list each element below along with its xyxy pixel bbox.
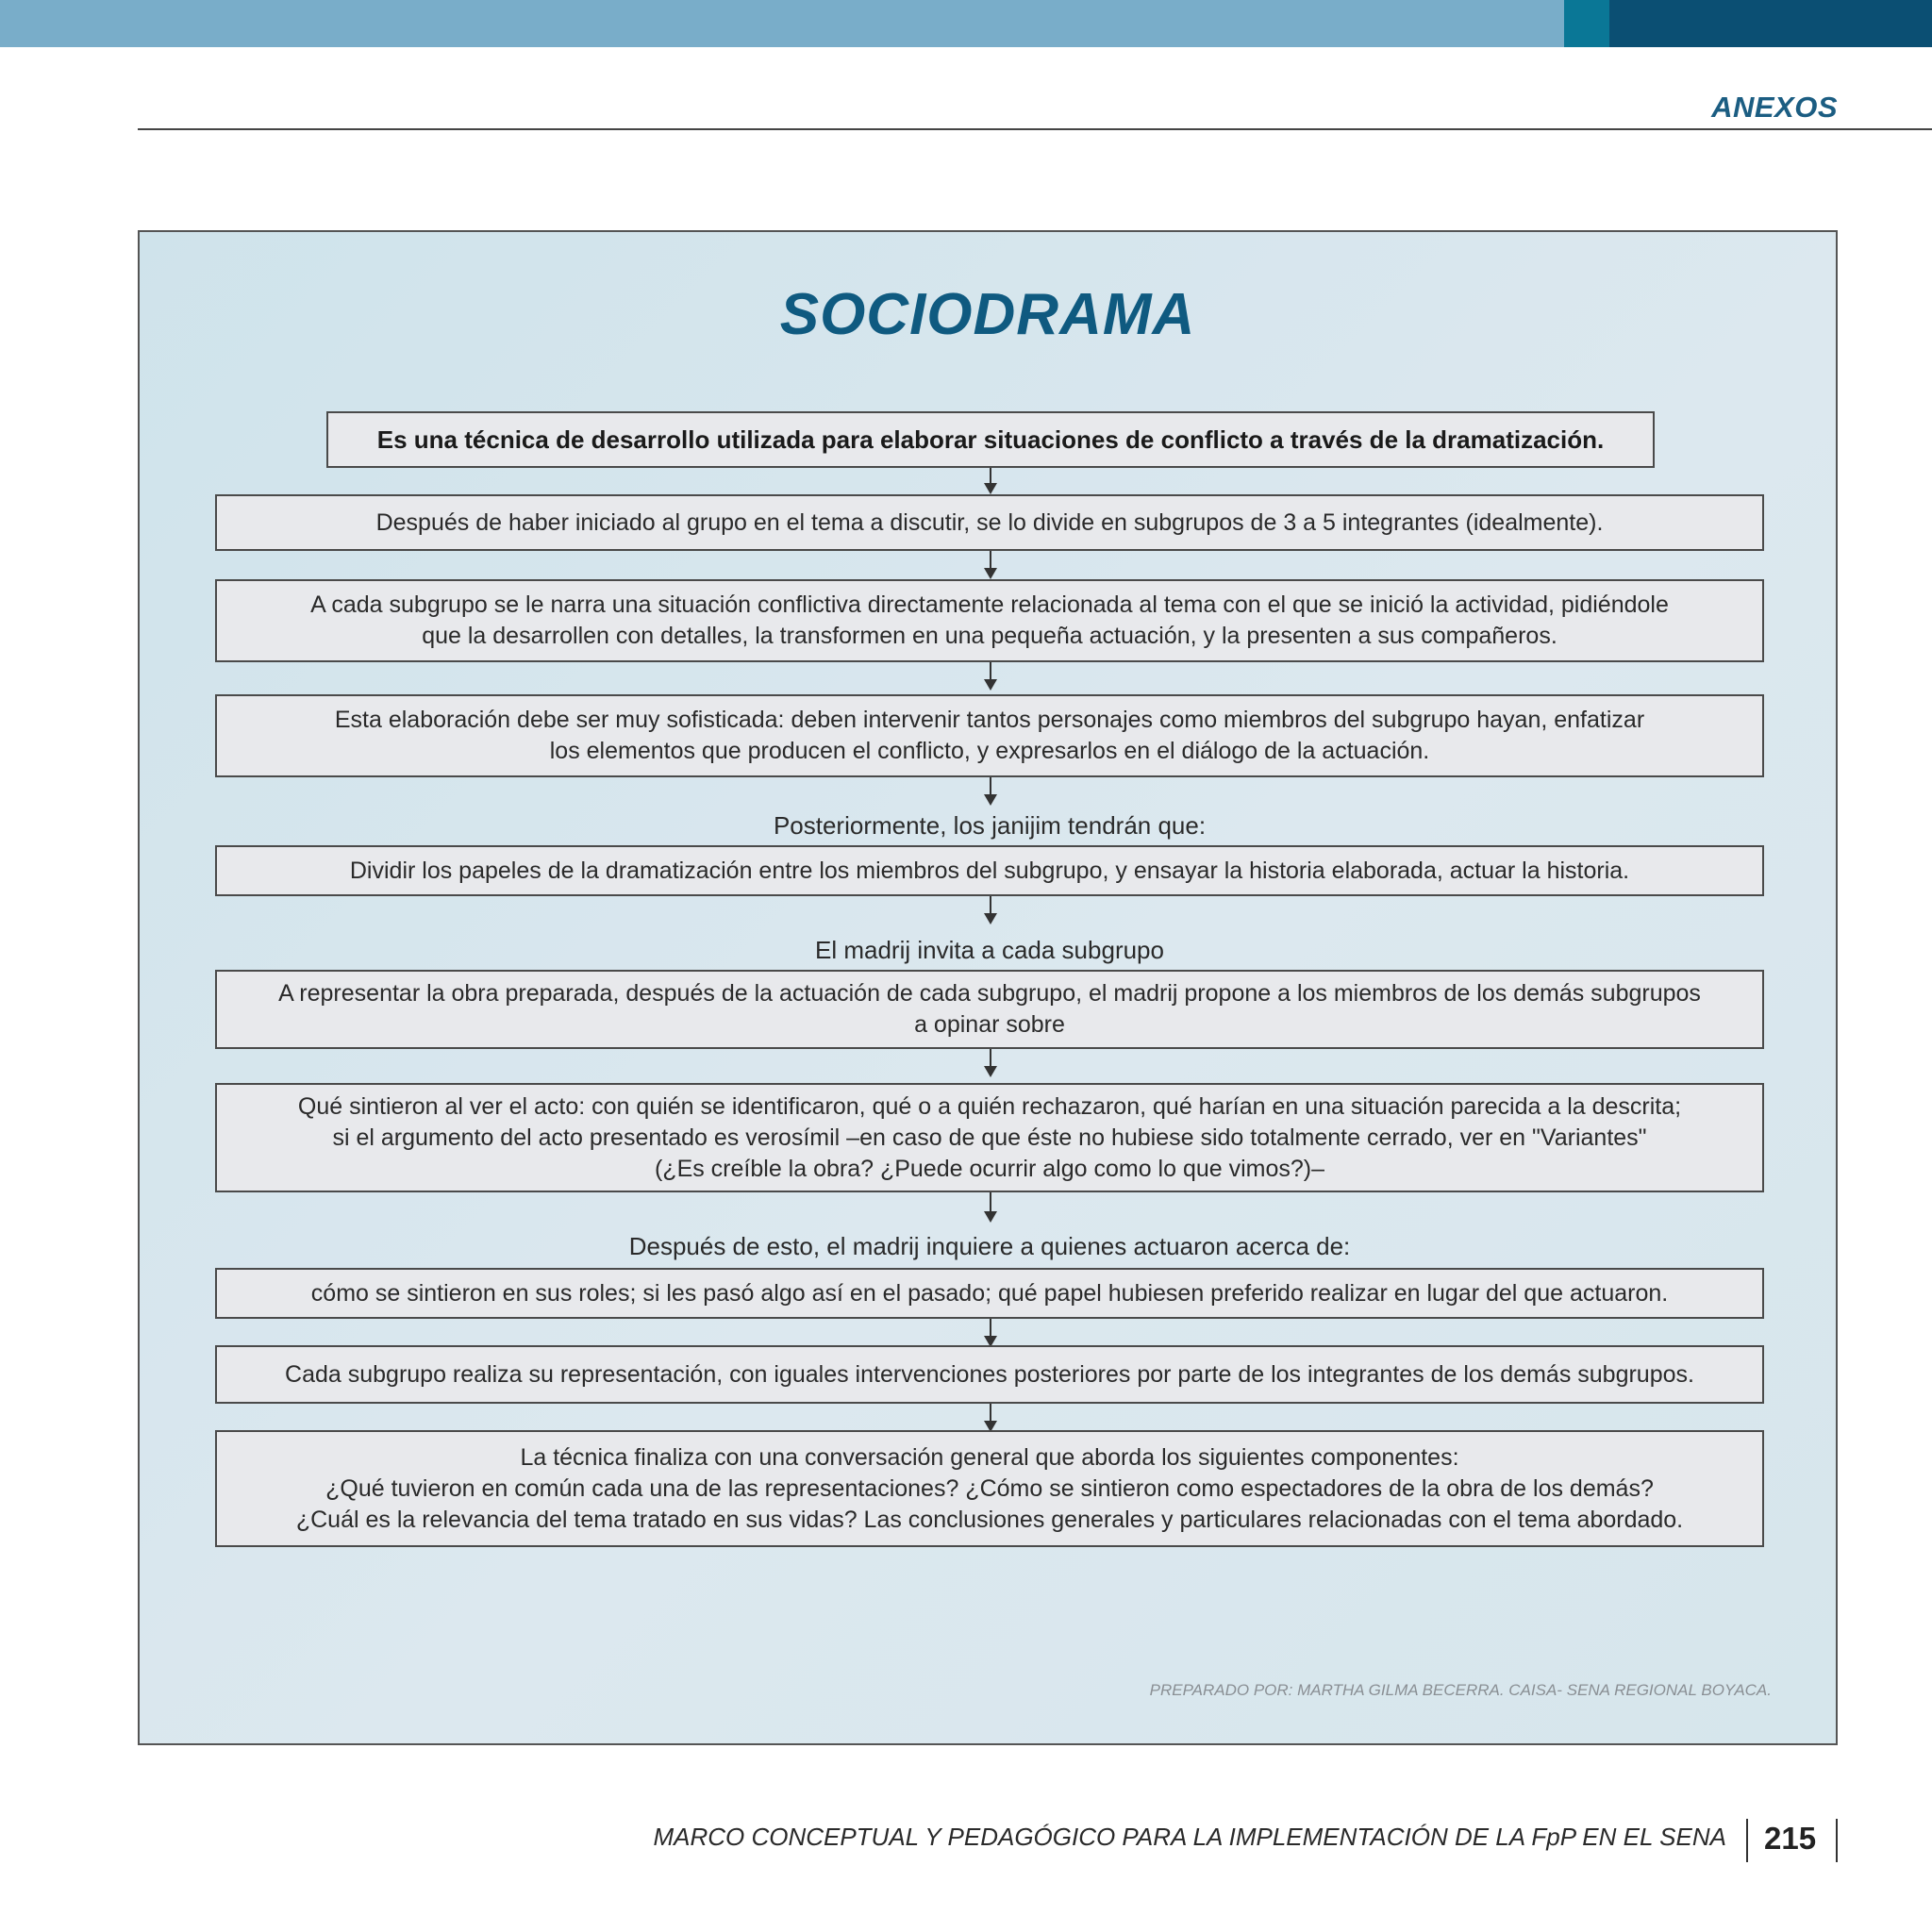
step-box-6	[215, 1083, 1764, 1192]
step-text-3-line-1: Esta elaboración debe ser muy sofisticada: deben intervenir tantos personajes como miembros del subgrupo hayan, enfatizar	[334, 707, 1645, 733]
step-text-8: Cada subgrupo realiza su representación, con iguales intervenciones posteriores por parte de los integrantes de los demás subgrupos.	[285, 1360, 1694, 1388]
step-text-7: cómo se sintieron en sus roles; si les pasó algo así en el pasado; qué papel hubiesen preferido realizar en lugar del que actuaron.	[310, 1279, 1669, 1307]
step-text-9-line-3: ¿Cuál es la relevancia del tema tratado en sus vidas? Las conclusiones generales y particulares relacionadas con el tema abordado.	[295, 1506, 1684, 1533]
diagram-title: SOCIODRAMA	[779, 282, 1196, 347]
page-number: 215	[1764, 1821, 1817, 1856]
step-box-1	[215, 494, 1764, 551]
step-box-7	[215, 1268, 1764, 1319]
intro-text: Es una técnica de desarrollo utilizada para elaborar situaciones de conflicto a través de la dramatización.	[376, 425, 1605, 454]
step-text-6-line-2: si el argumento del acto presentado es verosímil –en caso de que éste no hubiese sido totalmente cerrado, ver en "Variantes"	[332, 1124, 1647, 1151]
footer-separator	[1746, 1819, 1748, 1862]
step-box-8	[215, 1345, 1764, 1404]
step-label-7: Después de esto, el madrij inquiere a quienes actuaron acerca de:	[628, 1232, 1351, 1260]
footer-title: MARCO CONCEPTUAL Y PEDAGÓGICO PARA LA IMPLEMENTACIÓN DE LA FpP EN EL SENA	[653, 1823, 1726, 1851]
flow-arrow	[990, 896, 991, 923]
step-label-5: El madrij invita a cada subgrupo	[815, 936, 1164, 964]
step-box-5	[215, 970, 1764, 1049]
step-box-4	[215, 845, 1764, 896]
step-text-9-line-2: ¿Qué tuvieron en común cada una de las representaciones? ¿Cómo se sintieron como espectadores de la obra de los demás?	[325, 1474, 1654, 1502]
top-color-bar-dark	[1609, 0, 1932, 47]
flow-arrow	[990, 777, 991, 804]
step-text-5-line-2: a opinar sobre	[914, 1011, 1065, 1038]
step-text-4: Dividir los papeles de la dramatización entre los miembros del subgrupo, y ensayar la historia elaborada, actuar la historia.	[349, 857, 1630, 884]
step-box-9	[215, 1430, 1764, 1547]
step-text-2-line-2: que la desarrollen con detalles, la transformen en una pequeña actuación, y la presenten a sus compañeros.	[422, 623, 1557, 649]
footer-separator	[1836, 1819, 1838, 1862]
flow-arrow	[990, 1192, 991, 1221]
flow-arrow	[990, 1049, 991, 1075]
flow-arrow	[990, 1319, 991, 1345]
step-text-2-line-1: A cada subgrupo se le narra una situación conflictiva directamente relacionada al tema con el que se inició la actividad, pidiéndole	[310, 591, 1669, 618]
step-label-4: Posteriormente, los janijim tendrán que:	[773, 811, 1207, 840]
step-text-6-line-3: (¿Es creíble la obra? ¿Puede ocurrir algo como lo que vimos?)–	[654, 1155, 1325, 1182]
step-box-3	[215, 694, 1764, 777]
step-text-5-line-1: A representar la obra preparada, después de la actuación de cada subgrupo, el madrij propone a los miembros de los demás subgrupos	[278, 980, 1701, 1007]
step-text-1: Después de haber iniciado al grupo en el tema a discutir, se lo divide en subgrupos de 3 a 5 integrantes (idealmente).	[375, 508, 1604, 536]
credit-text: PREPARADO POR: MARTHA GILMA BECERRA. CAISA- SENA REGIONAL BOYACA.	[1149, 1681, 1772, 1699]
section-label: ANEXOS	[1711, 91, 1838, 124]
flow-arrow	[990, 662, 991, 689]
step-box-2	[215, 579, 1764, 662]
step-text-3-line-2: los elementos que producen el conflicto, y expresarlos en el diálogo de la actuación.	[549, 738, 1430, 764]
flow-arrow	[990, 1404, 991, 1430]
top-color-bar-accent	[1564, 0, 1609, 47]
header-rule	[138, 128, 1932, 130]
diagram-panel	[138, 230, 1838, 1745]
step-text-9-line-1: La técnica finaliza con una conversación general que aborda los siguientes componentes:	[520, 1443, 1459, 1471]
flow-arrow	[990, 468, 991, 492]
flow-arrow	[990, 551, 991, 577]
step-text-6-line-1: Qué sintieron al ver el acto: con quién se identificaron, qué o a quién rechazaron, qué harían en una situación parecida a la descrita;	[297, 1092, 1682, 1120]
intro-box	[326, 411, 1655, 468]
